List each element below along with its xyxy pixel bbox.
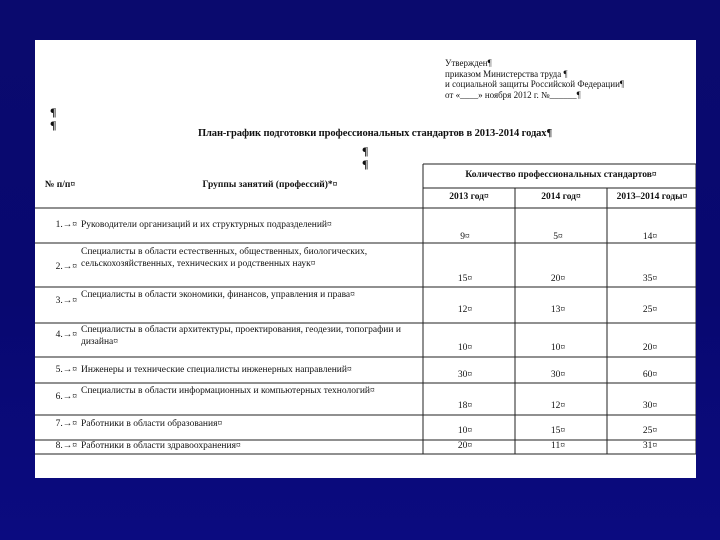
column-header-2014: 2014 год¤: [541, 192, 581, 202]
pilcrow-mark: ¶: [50, 105, 57, 119]
value-total: 25¤: [642, 305, 658, 315]
column-header-total: 2013–2014 годы¤: [616, 192, 688, 202]
row-number: 6.→¤: [55, 392, 77, 402]
pilcrow-mark: ¶: [362, 157, 369, 171]
approval-line: и социальной защиты Российской Федерации¶: [445, 79, 624, 89]
value-2013: 12¤: [457, 305, 473, 315]
row-number: 7.→¤: [55, 419, 77, 429]
approval-line: приказом Министерства труда ¶: [445, 68, 568, 79]
document-page: [35, 40, 696, 478]
column-header-count: Количество профессиональных стандартов¤: [465, 170, 657, 180]
value-2013: 15¤: [457, 274, 473, 284]
value-total: 20¤: [642, 343, 658, 353]
row-group-name: Специалисты в области архитектуры, проектирования, геодезии, топографии и дизайна¤: [81, 325, 401, 347]
value-2013: 30¤: [457, 370, 473, 380]
row-number: 1.→¤: [55, 220, 77, 230]
value-2013: 10¤: [457, 343, 473, 353]
value-2014: 13¤: [550, 305, 566, 315]
approval-line: Утвержден¶: [445, 58, 492, 68]
value-2014: 11¤: [551, 441, 565, 451]
row-group-name: Руководители организаций и их структурных подразделений¤: [81, 220, 332, 230]
value-2014: 12¤: [550, 401, 566, 411]
approval-line: от «____» ноября 2012 г. №______¶: [445, 89, 581, 100]
column-header-group: Группы занятий (профессий)*¤: [202, 180, 338, 190]
value-2014: 20¤: [550, 274, 566, 284]
row-group-name: Специалисты в области экономики, финансов, управления и права¤: [81, 290, 355, 300]
row-group-name: Специалисты в области информационных и компьютерных технологий¤: [81, 386, 375, 396]
row-group-name: Работники в области образования¤: [81, 419, 223, 429]
value-2014: 10¤: [550, 343, 566, 353]
row-group-name: Инженеры и технические специалисты инженерных направлений¤: [81, 365, 352, 375]
row-group-name: Специалисты в области естественных, общественных, биологических, сельскохозяйственных, технических и родственных наук¤: [81, 247, 368, 269]
row-group-name: Работники в области здравоохранения¤: [81, 441, 241, 451]
row-number: 3.→¤: [55, 296, 77, 306]
value-total: 30¤: [642, 401, 658, 411]
value-2013: 10¤: [457, 426, 473, 436]
value-2013: 18¤: [457, 401, 473, 411]
document-title: План-график подготовки профессиональных стандартов в 2013-2014 годах¶: [197, 128, 553, 139]
pilcrow-mark: ¶: [362, 144, 369, 158]
value-total: 31¤: [642, 441, 658, 451]
value-2014: 30¤: [550, 370, 566, 380]
value-2013: 9¤: [460, 232, 470, 242]
value-total: 60¤: [642, 370, 658, 380]
value-2014: 5¤: [553, 232, 563, 242]
value-total: 14¤: [642, 232, 658, 242]
value-total: 35¤: [642, 274, 658, 284]
column-header-2013: 2013 год¤: [449, 192, 489, 202]
row-number: 4.→¤: [55, 330, 77, 340]
value-total: 25¤: [642, 426, 658, 436]
row-number: 5.→¤: [55, 365, 77, 375]
row-number: 2.→¤: [55, 262, 77, 272]
value-2014: 15¤: [550, 426, 566, 436]
column-header-number: № п/п¤: [44, 180, 76, 190]
row-number: 8.→¤: [55, 441, 77, 451]
pilcrow-mark: ¶: [50, 118, 57, 132]
value-2013: 20¤: [457, 441, 473, 451]
